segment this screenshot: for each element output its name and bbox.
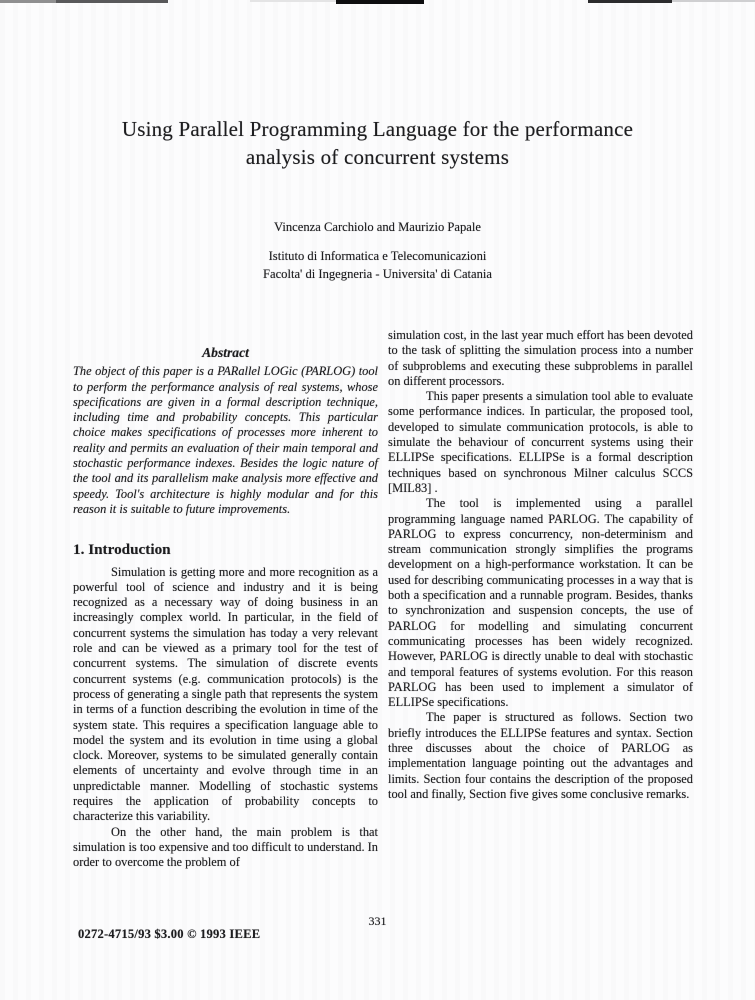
right-column-paragraph-3: The tool is implemented using a parallel programming language named PARLOG. The capability of PARLOG to express concurrency, non-determinism and stream communication strongly simplifies the programs development on a high-performance workstation. It can be used for describing communicating processes in a way that is both a specification and a runnable program. Besides, thanks to synchronization and suspension concepts, the use of PARLOG for modelling and simulating concurrent communicating processes has been widely recognized. However, PARLOG is directly unable to deal with stochastic and temporal features of systems evolution. For this reason PARLOG has been used to implement a simulator of ELLIPSe specifications. [388, 496, 693, 710]
paper-title-line-1: Using Parallel Programming Language for the performance [121, 117, 634, 141]
paper-title [0, 116, 755, 171]
scan-artifact-mark [588, 0, 672, 3]
authors-line: Vincenza Carchiolo and Maurizio Papale [274, 220, 481, 234]
introduction-paragraph-2: On the other hand, the main problem is that simulation is too expensive and too difficult to understand. In order to overcome the problem of [73, 824, 378, 870]
left-column [73, 345, 378, 871]
introduction-paragraph-1: Simulation is getting more and more recognition as a powerful tool of science and industry and it is being recognized as a necessary way of doing business in an increasingly complex world. In particular, in the field of concurrent systems the simulation has today a very relevant role and can be viewed as a primary tool for the test of concurrent systems. The simulation of discrete events concurrent systems (e.g. communication protocols) is the process of generating a single path that represents the system in terms of a function describing the evolution in time of the system state. This requires a specification language able to model the system and its evolution in time using a global clock. Moreover, systems to be simulated generally contain elements of uncertainty and evolve through time in an unpredictable manner. Modelling of stochastic systems requires the application of probability concepts to characterize this variability. [73, 564, 378, 824]
right-column-paragraph-2: This paper presents a simulation tool able to evaluate some performance indices. In particular, the proposed tool, developed to simulate communication protocols, is able to simulate the behaviour of concurrent systems using their ELLIPSe specifications. ELLIPSe is a formal description techniques based on synchronous Milner calculus SCCS [MIL83] . [388, 389, 693, 495]
page-number: 331 [368, 914, 387, 928]
affiliation-block [0, 248, 755, 283]
affiliation-line-2: Facolta' di Ingegneria - Universita' di Catania [262, 266, 493, 281]
right-column-paragraph-1: simulation cost, in the last year much effort has been devoted to the task of splitting the simulation process into a number of subproblems and executing these subproblems in parallel on different processors. [388, 328, 693, 388]
right-column [388, 328, 693, 802]
affiliation-line-1: Istituto di Informatica e Telecomunicazioni [268, 249, 487, 263]
scan-artifact-mark [0, 0, 56, 3]
section-heading-introduction: 1. Introduction [73, 541, 171, 559]
paper-title-line-2: analysis of concurrent systems [245, 144, 510, 169]
abstract-heading: Abstract [202, 345, 249, 360]
scan-artifact-mark [250, 0, 336, 2]
scan-artifact-mark [672, 0, 755, 2]
copyright-notice: 0272-4715/93 $3.00 © 1993 IEEE [78, 927, 261, 941]
scan-artifact-mark [56, 0, 168, 3]
scan-artifact-mark [336, 0, 424, 4]
abstract-body: The object of this paper is a PARallel LOGic (PARLOG) tool to perform the performance analysis of real systems, whose specifications are given in a formal description technique, including time and probability concepts. This particular choice makes specifications of processes more inherent to reality and permits an evaluation of their main temporal and stochastic performance indexes. Besides the logic nature of the tool and its parallelism make analysis more effective and speedy. Tool's architecture is highly modular and for this reason it is suitable to future improvements. [73, 364, 378, 516]
right-column-paragraph-4: The paper is structured as follows. Section two briefly introduces the ELLIPSe features and syntax. Section three discusses about the choice of PARLOG as implementation language pointing out the advantages and limits. Section four contains the description of the proposed tool and finally, Section five gives some conclusive remarks. [388, 710, 693, 801]
